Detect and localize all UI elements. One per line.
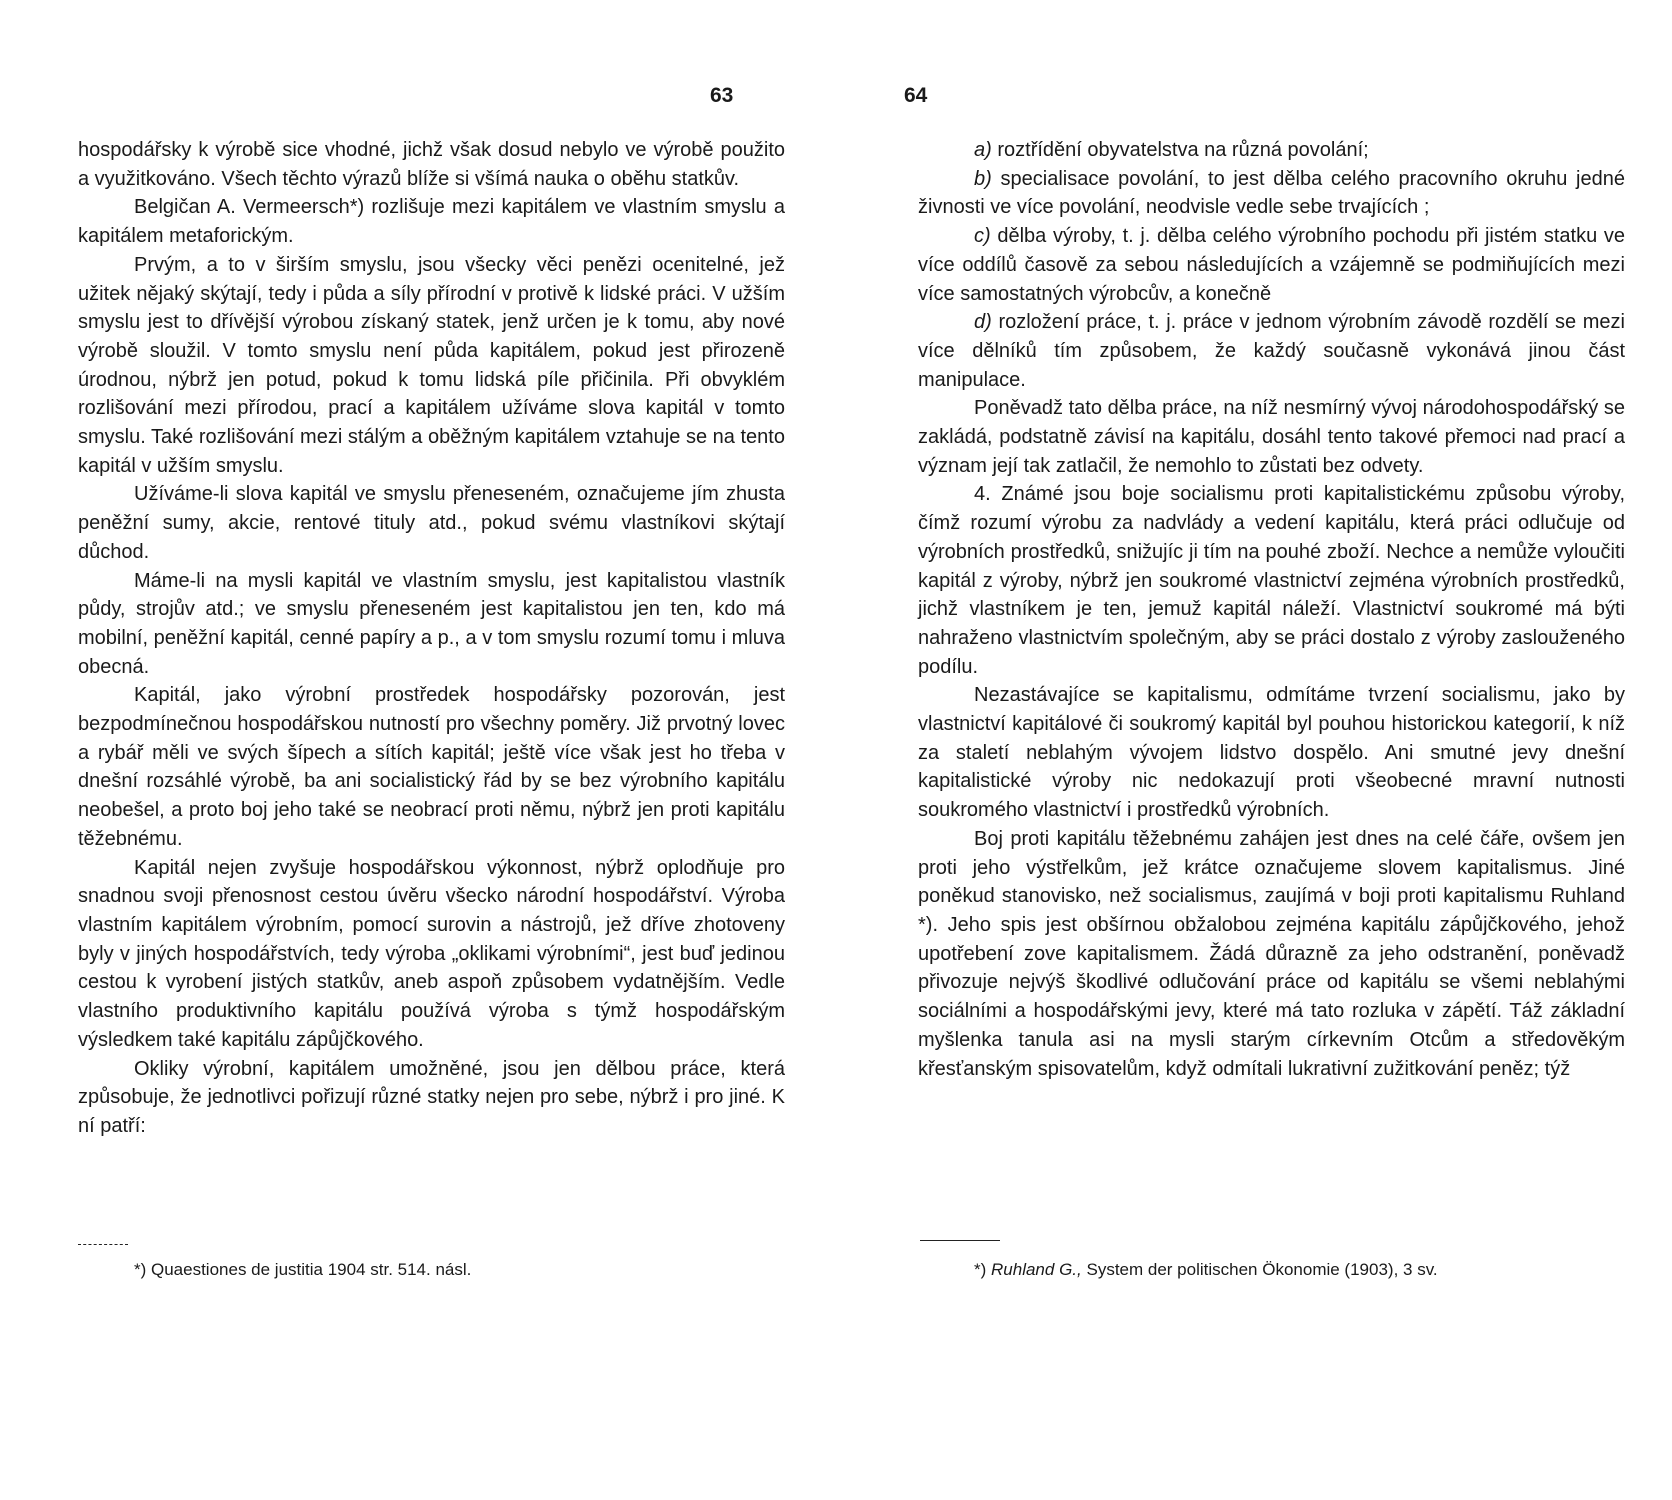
- page-body: [78, 136, 785, 1141]
- list-item-letter: a): [974, 139, 992, 161]
- paragraph: hospodářsky k výrobě sice vhodné, jichž však dosud nebylo ve výrobě použito a využitkováno. Všech těchto výrazů blíže si všímá nauka o oběhu statkův.: [78, 139, 785, 190]
- paragraph: Užíváme-li slova kapitál ve smyslu přeneseném, označujeme jím zhusta peněžní sumy, akcie, rentové tituly atd., pokud svému vlastníkovi skýtají důchod.: [78, 483, 785, 563]
- paragraph: Poněvadž tato dělba práce, na níž nesmírný vývoj národohospodářský se zakládá, podstatně závisí na kapitálu, dosáhl tento takové přemoci nad prací a význam její tak zatlačil, že nemohlo to zůstati bez odvety.: [918, 397, 1625, 477]
- right-page: [836, 0, 1672, 1500]
- footnote-text: System der politischen Ökonomie (1903), 3 sv.: [1086, 1260, 1438, 1279]
- footnote: [974, 1260, 1438, 1280]
- list-item-letter: b): [974, 167, 992, 190]
- paragraph: Nezastávajíce se kapitalismu, odmítáme tvrzení socialismu, jako by vlastnictví kapitálové či soukromý kapitál byl pouhou historickou kategorií, k níž za staletí neblahým vývojem lidstvo dospělo. Ani smutné jevy dnešní kapitalistické výroby nic nedokazují proti všeobecné mravní nutnosti soukromého vlastnictví i prostředků výrobních.: [918, 684, 1625, 822]
- list-item-text: dělba výroby, t. j. dělba celého výrobního pochodu při jistém statku ve více oddílů časově za sebou následujících a vzájemně se podmiňujících mezi více samostatných výrobcův, a konečně: [918, 225, 1626, 305]
- list-item: [918, 222, 1625, 308]
- paragraph: Boj proti kapitálu těžebnému zahájen jest dnes na celé čáře, ovšem jen proti jeho výstřelkům, jež krátce označujeme slovem kapitalismus. Jiné poněkud stanovisko, než socialismus, zaujímá v boji proti kapitalismu Ruhland *). Jeho spis jest obšírnou obžalobou zejména kapitálu zápůjčkového, jehož upotřebení zove kapitalismem. Žádá důrazně za jeho odstranění, poněvadž přivozuje nejvýš škodlivé odlučování práce od kapitálu se všemi neblahými sociálními a hospodářskými jevy, které má tato rozluka v zápětí. Táž základní myšlenka tanula asi na mysli starým církevním Otcům a středověkým křesťanským spisovatelům, když odmítali lukrativní zužitkování peněz; týž: [918, 827, 1625, 1080]
- list-item-text: rozložení práce, t. j. práce v jednom výrobním závodě rozdělí se mezi více dělníků tím způsobem, že každý současně vykonává jinou část manipulace.: [918, 311, 1625, 391]
- paragraph: Kapitál nejen zvyšuje hospodářskou výkonnost, nýbrž oplodňuje pro snadnou svoji přenosnost cestou úvěru všecko národní hospodářství. Výroba vlastním kapitálem výrobním, pomocí surovin a nástrojů, jež dříve zhotoveny byly v jiných hospodářstvích, tedy výroba „oklikami výrobními“, jest buď jedinou cestou k vyrobení jistých statkův, aneb aspoň způsobem vydatnějším. Vedle vlastního produktivního kapitálu používá výroba s týmž hospodářským výsledkem také kapitálu zápůjčkového.: [78, 856, 785, 1051]
- list-item: [918, 308, 1625, 394]
- page-number: 63: [710, 84, 734, 107]
- footnote-marker: *): [974, 1260, 987, 1279]
- paragraph: Máme-li na mysli kapitál ve vlastním smyslu, jest kapitalistou vlastník půdy, strojův atd.; ve smyslu přeneseném jest kapitalistou jen ten, kdo má mobilní, peněžní kapitál, cenné papíry a p., a v tom smyslu rozumí tomu i mluva obecná.: [78, 569, 785, 678]
- list-item-text: specialisace povolání, to jest dělba celého pracovního okruhu jedné živnosti ve více povolání, neodvisle vedle sebe trvajících ;: [918, 167, 1625, 219]
- list-item-letter: d): [974, 311, 992, 334]
- footnote-divider: [78, 1244, 128, 1245]
- page-body: [918, 136, 1625, 1083]
- footnote: *) Quaestiones de justitia 1904 str. 514. násl.: [134, 1260, 472, 1279]
- paragraph: Prvým, a to v širším smyslu, jsou všecky věci penězi ocenitelné, jež užitek nějaký skýtají, tedy i půda a síly přírodní v protivě k lidské práci. V užším smyslu jest to dřívější výrobou získaný statek, jenž určen je k tomu, aby nové výrobě sloužil. V tomto smyslu není půda kapitálem, pokud jest přirozeně úrodnou, nýbrž jen potud, pokud k tomu lidská píle přičinila. Při obvyklém rozlišování mezi přírodou, prací a kapitálem užíváme slova kapitál v tomto smyslu. Také rozlišování mezi stálým a oběžným kapitálem vztahuje se na tento kapitál v užším smyslu.: [78, 253, 785, 477]
- list-item: [918, 165, 1625, 222]
- paragraph: Belgičan A. Vermeersch*) rozlišuje mezi kapitálem ve vlastním smyslu a kapitálem metaforickým.: [78, 196, 785, 248]
- footnote-divider: [920, 1240, 1000, 1241]
- list-item: [918, 136, 1625, 165]
- footnote-author: Ruhland G.,: [991, 1260, 1082, 1279]
- page-number: 64: [904, 84, 928, 107]
- paragraph: Okliky výrobní, kapitálem umožněné, jsou jen dělbou práce, která způsobuje, že jednotlivci pořizují různé statky nejen pro sebe, nýbrž i pro jiné. K ní patří:: [78, 1057, 785, 1137]
- paragraph: Kapitál, jako výrobní prostředek hospodářsky pozorován, jest bezpodmínečnou hospodářskou nutností pro všechny poměry. Již prvotný lovec a rybář měli ve svých šípech a sítích kapitál; ještě více však jest ho třeba v dnešní rozsáhlé výrobě, ba ani socialistický řád by se bez výrobního kapitálu neobešel, a proto boj jeho také se neobrací proti němu, nýbrž jen proti kapitálu těžebnému.: [78, 684, 785, 850]
- paragraph: 4. Známé jsou boje socialismu proti kapitalistickému způsobu výroby, čímž rozumí výrobu za nadvlády a vedení kapitálu, která práci odlučuje od výrobních prostředků, snižujíc ji tím na pouhé zboží. Nechce a nemůže vyloučiti kapitál z výroby, nýbrž jen soukromé vlastnictví zejména výrobních prostředků, jichž vlastníkem je ten, jemuž kapitál náleží. Vlastnictví soukromé má býti nahraženo vlastnictvím společným, aby se práci dostalo z výroby zaslouženého podílu.: [918, 483, 1625, 678]
- list-item-letter: c): [974, 225, 991, 248]
- list-item-text: roztřídění obyvatelstva na různá povolání;: [997, 139, 1369, 161]
